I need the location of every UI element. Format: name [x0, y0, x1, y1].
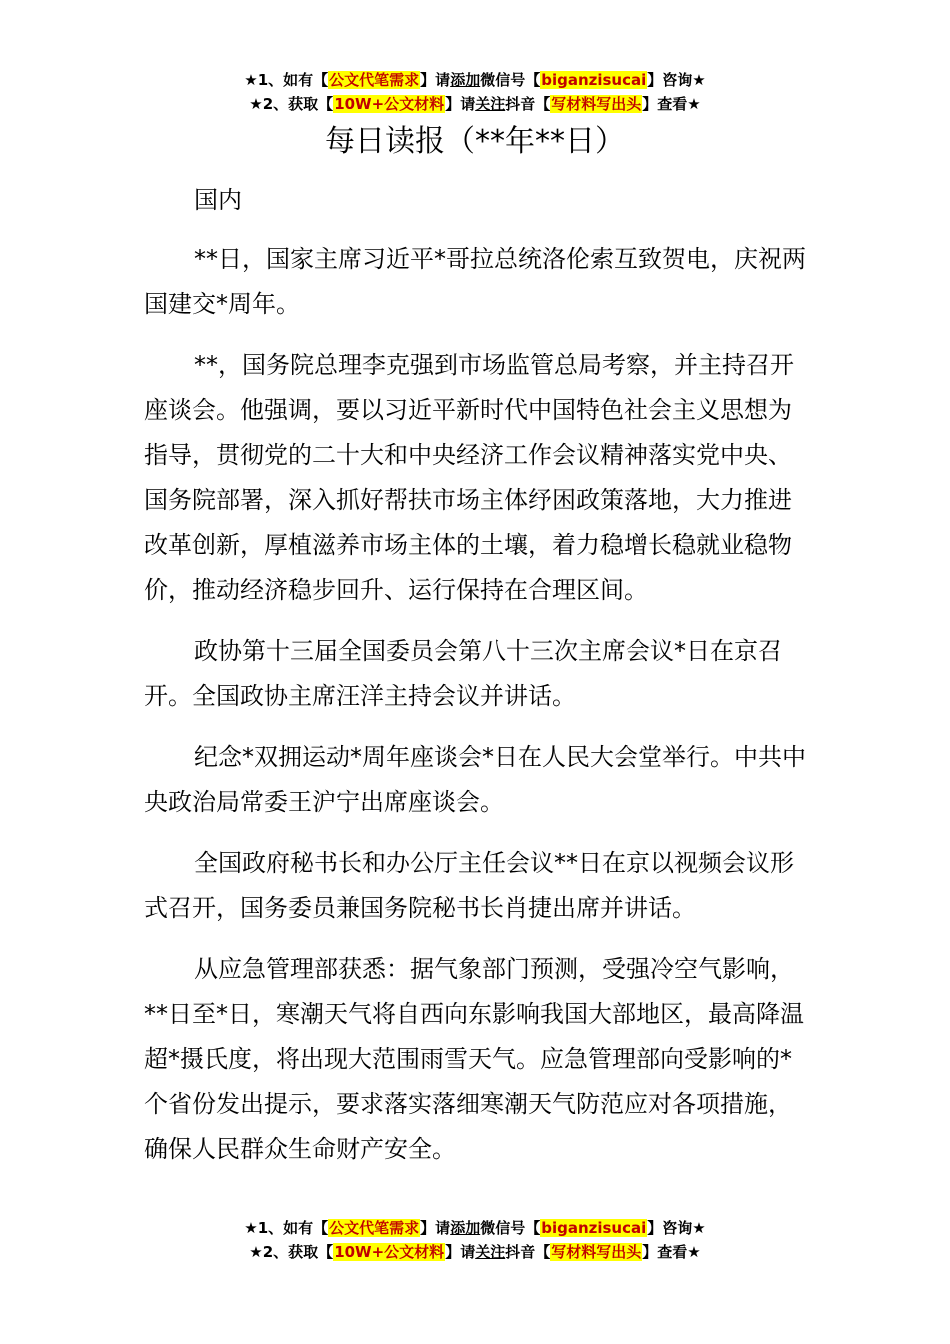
document-body	[144, 178, 808, 1188]
section-label: 国内	[194, 186, 242, 214]
banner-line-1: ★1、如有【公文代笔需求】请添加微信号【biganzisucai】咨询★	[244, 71, 706, 89]
banner-highlight-materials: 10W+公文材料	[334, 1243, 445, 1261]
banner-highlight-wechat-id: biganzisucai	[541, 71, 647, 89]
paragraph: **，国务院总理李克强到市场监管总局考察，并主持召开座谈会。他强调，要以习近平新时代中国特色社会主义思想为指导，贯彻党的二十大和中央经济工作会议精神落实党中央、国务院部署，深入抓好帮扶市场主体纾困政策落地，大力推进改革创新，厚植滋养市场主体的土壤，着力稳增长稳就业稳物价，推动经济稳步回升、运行保持在合理区间。	[144, 351, 794, 604]
paragraph: 全国政府秘书长和办公厅主任会议**日在京以视频会议形式召开，国务委员兼国务院秘书长肖捷出席并讲话。	[144, 849, 794, 922]
banner-line-2: ★2、获取【10W+公文材料】请关注抖音【写材料写出头】查看★	[249, 95, 701, 113]
banner-highlight-service: 公文代笔需求	[329, 71, 420, 89]
footer-banner	[0, 1216, 950, 1264]
banner-highlight-service: 公文代笔需求	[329, 1219, 420, 1237]
paragraph: **日，国家主席习近平*哥拉总统洛伦索互致贺电，庆祝两国建交*周年。	[144, 245, 806, 318]
banner-highlight-materials: 10W+公文材料	[334, 95, 445, 113]
document-title: 每日读报（**年**日）	[325, 124, 625, 159]
banner-highlight-wechat-id: biganzisucai	[541, 1219, 647, 1237]
paragraph: 纪念*双拥运动*周年座谈会*日在人民大会堂举行。中共中央政治局常委王沪宁出席座谈会。	[144, 743, 806, 816]
banner-line-1: ★1、如有【公文代笔需求】请添加微信号【biganzisucai】咨询★	[244, 1219, 706, 1237]
banner-highlight-douyin: 写材料写出头	[551, 95, 642, 113]
paragraph: 政协第十三届全国委员会第八十三次主席会议*日在京召开。全国政协主席汪洋主持会议并讲话。	[144, 637, 782, 710]
banner-line-2: ★2、获取【10W+公文材料】请关注抖音【写材料写出头】查看★	[249, 1243, 701, 1261]
banner-highlight-douyin: 写材料写出头	[551, 1243, 642, 1261]
header-banner	[0, 68, 950, 116]
paragraph: 从应急管理部获悉：据气象部门预测，受强冷空气影响，**日至*日，寒潮天气将自西向东影响我国大部地区，最高降温超*摄氏度，将出现大范围雨雪天气。应急管理部向受影响的*个省份发出提示，要求落实落细寒潮天气防范应对各项措施，确保人民群众生命财产安全。	[144, 955, 804, 1163]
